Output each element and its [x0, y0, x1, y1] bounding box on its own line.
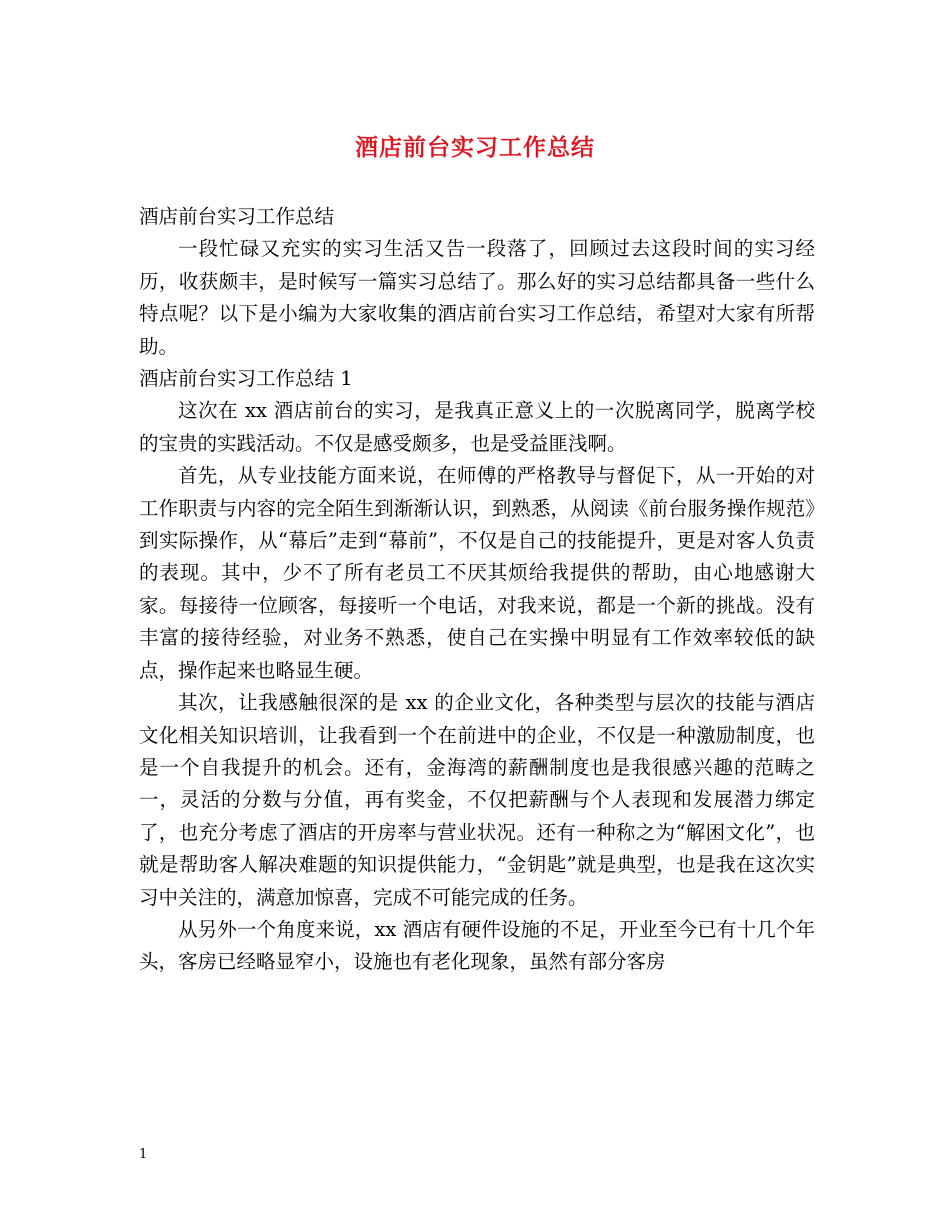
- paragraph-body: 这次在 xx 酒店前台的实习，是我真正意义上的一次脱离同学，脱离学校的宝贵的实践活动。不仅是感受颇多，也是受益匪浅啊。: [139, 399, 815, 455]
- paragraph-subtitle: 酒店前台实习工作总结: [139, 205, 335, 228]
- page-number: 1: [139, 1147, 148, 1162]
- paragraph-body: 其次，让我感触很深的是 xx 的企业文化，各种类型与层次的技能与酒店文化相关知识培训，让我看到一个在前进中的企业，不仅是一种激励制度，也是一个自我提升的机会。还有，金海湾的薪酬制度也是我很感兴趣的范畴之一，灵活的分数与分值，再有奖金，不仅把薪酬与个人表现和发展潜力绑定了，也充分考虑了酒店的开房率与营业状况。还有一种称之为“解困文化”，也就是帮助客人解决难题的知识提供能力，“金钥匙”就是典型，也是我在这次实习中关注的，满意加惊喜，完成不可能完成的任务。: [139, 691, 815, 909]
- document-body: [139, 201, 815, 979]
- paragraph-body: 从另外一个角度来说，xx 酒店有硬件设施的不足，开业至今已有十几个年头，客房已经略显窄小，设施也有老化现象，虽然有部分客房: [139, 917, 815, 974]
- paragraph-body: 首先，从专业技能方面来说，在师傅的严格教导与督促下，从一开始的对工作职责与内容的完全陌生到渐渐认识，到熟悉，从阅读《前台服务操作规范》到实际操作，从“幕后”走到“幕前”，不仅是自己的技能提升，更是对客人负责的表现。其中，少不了所有老员工不厌其烦给我提供的帮助，由心地感谢大家。每接待一位顾客，每接听一个电话，对我来说，都是一个新的挑战。没有丰富的接待经验，对业务不熟悉，使自己在实操中明显有工作效率较低的缺点，操作起来也略显生硬。: [139, 464, 815, 682]
- paragraph-section-heading: 酒店前台实习工作总结 1: [139, 367, 353, 391]
- paragraph-intro: 一段忙碌又充实的实习生活又告一段落了，回顾过去这段时间的实习经历，收获颇丰，是时候写一篇实习总结了。那么好的实习总结都具备一些什么特点呢？以下是小编为大家收集的酒店前台实习工作总结，希望对大家有所帮助。: [139, 237, 815, 358]
- document-title: 酒店前台实习工作总结: [355, 134, 595, 161]
